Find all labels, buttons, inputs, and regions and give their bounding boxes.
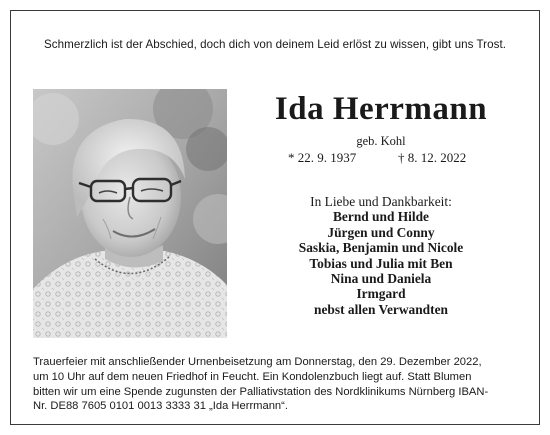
ceremony-line: Nr. DE88 7605 0101 0013 3333 31 „Ida Herrmann“.	[33, 400, 288, 413]
birth-date: * 22. 9. 1937	[288, 150, 357, 165]
ceremony-line: um 10 Uhr auf dem neuen Friedhof in Feucht. Ein Kondolenzbuch liegt auf. Statt Blumen	[33, 370, 472, 383]
intro-text: Schmerzlich ist der Abschied, doch dich von deinem Leid erlöst zu wissen, gibt uns Trost.	[44, 38, 506, 51]
mourner-entry: Tobias und Julia mit Ben	[309, 255, 453, 271]
death-date: † 8. 12. 2022	[398, 150, 467, 165]
mourner-entry: Irmgard	[356, 286, 406, 302]
mourner-entry: nebst allen Verwandten	[314, 301, 448, 317]
mourner-entry: Jürgen und Conny	[327, 224, 435, 240]
mourners-heading: In Liebe und Dankbarkeit:	[310, 194, 452, 209]
ceremony-details	[33, 355, 533, 414]
deceased-name: Ida Herrmann	[274, 91, 488, 127]
birth-name: geb. Kohl	[356, 134, 406, 148]
mourner-entry: Saskia, Benjamin und Nicole	[298, 240, 464, 256]
ceremony-line: bitten wir um eine Spende zugunsten der Palliativstation des Nordklinikums Nürnberg IBAN-	[33, 385, 489, 398]
mourners-list	[245, 194, 517, 317]
mourner-entry: Bernd und Hilde	[333, 209, 429, 225]
portrait-photo	[33, 89, 227, 338]
ceremony-line: Trauerfeier mit anschließender Urnenbeisetzung am Donnerstag, den 29. Dezember 2022,	[33, 356, 482, 368]
obituary-notice	[10, 10, 540, 425]
mourner-entry: Nina und Daniela	[330, 271, 432, 287]
